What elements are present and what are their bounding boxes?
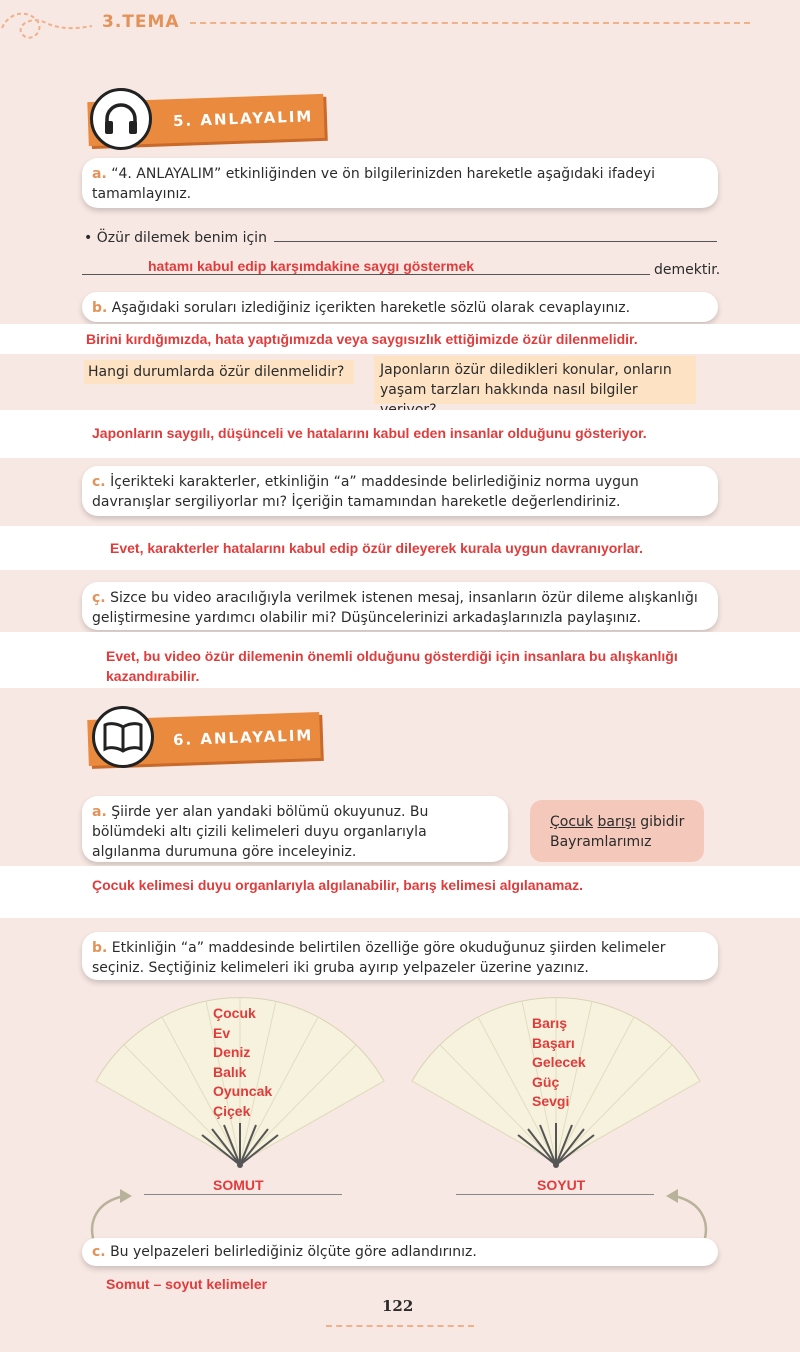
fan-word: Gelecek (532, 1054, 586, 1070)
fan-word: Ev (213, 1024, 231, 1041)
question-6b (82, 932, 718, 980)
question-text: “4. ANLAYALIM” etkinliğinden ve ön bilgilerinizden hareketle aşağıdaki ifadeyi tamamlayınız. (92, 166, 656, 202)
fan-word: Deniz (213, 1044, 251, 1060)
question-letter: a. (92, 804, 107, 820)
question-text: Aşağıdaki soruları izlediğiniz içerikten hareketle sözlü olarak cevaplayınız. (111, 300, 631, 316)
suffix-text: demektir. (654, 262, 721, 278)
answer-6c: Somut – soyut kelimeler (106, 1276, 268, 1292)
poem-line-2: Bayramlarımız (550, 834, 652, 850)
fan-label-line-right (456, 1194, 654, 1195)
poem-word-cocuk: Çocuk (550, 814, 594, 830)
poem-rest: gibidir (640, 814, 685, 830)
question-text: Şiirde yer alan yandaki bölümü okuyunuz. Bu bölümdeki altı çizili kelimeleri duyu organlarıyla algılanma durumuna göre inceleyiniz. (92, 804, 429, 860)
answer-5cc-line2: kazandırabilir. (106, 668, 200, 684)
question-text: Etkinliğin “a” maddesinde belirtilen özelliğe göre okuduğunuz şiirden kelimeler seçiniz. Seçtiğiniz kelimeleri iki gruba ayırıp yelpazeler üzerine yazınız. (92, 940, 666, 976)
bullet-prompt: • Özür dilemek benim için (84, 230, 267, 246)
question-text: Bu yelpazeleri belirlediğiniz ölçüte göre adlandırınız. (110, 1244, 477, 1260)
answer-5a: hatamı kabul edip karşımdakine saygı göstermek (148, 258, 475, 274)
fan-word: Sevgi (532, 1093, 570, 1109)
fan-word: Başarı (532, 1034, 575, 1051)
poem-word-baris: barışı (597, 814, 636, 830)
fill-line-2 (82, 274, 650, 275)
section6-title: 6. ANLAYALIM (172, 726, 314, 750)
footer-divider (326, 1325, 474, 1327)
poem-box (530, 800, 704, 862)
question-text: İçerikteki karakterler, etkinliğin “a” maddesinde belirlediğiniz norma uygun davranışlar sergiliyorlar mı? İçeriğin tamamından hareketle değerlendiriniz. (92, 474, 639, 510)
page-number: 122 (382, 1297, 414, 1315)
section5-title: 5. ANLAYALIM (172, 107, 314, 131)
fan-right-words (532, 1014, 586, 1112)
poem-line-1 (550, 812, 704, 832)
answer-5b-1: Birini kırdığımızda, hata yaptığımızda veya saygısızlık ettiğimizde özür dilenmelidir. (86, 331, 638, 347)
question-6a (82, 796, 508, 862)
fan-label-left: SOMUT (213, 1177, 264, 1193)
question-letter: b. (92, 940, 108, 956)
question-6c (82, 1238, 718, 1266)
fan-left-words (213, 1004, 272, 1121)
fan-label-right: SOYUT (537, 1177, 586, 1193)
answer-6a: Çocuk kelimesi duyu organlarıyla algılanabilir, barış kelimesi algılanamaz. (92, 877, 583, 893)
open-book-icon (92, 706, 154, 768)
answer-5c: Evet, karakterler hatalarını kabul edip özür dileyerek kurala uygun davranıyorlar. (110, 540, 643, 556)
fan-word: Çiçek (213, 1102, 251, 1119)
headphones-icon (90, 88, 152, 150)
question-letter: c. (92, 1244, 106, 1260)
fill-line-1 (274, 241, 717, 242)
curved-arrow-right-icon (662, 1186, 714, 1246)
curved-arrow-left-icon (84, 1186, 136, 1246)
question-5cc (82, 582, 718, 630)
answer-5cc-line1: Evet, bu video özür dilemenin önemli olduğunu gösterdiği için insanlara bu alışkanlığı (106, 648, 678, 664)
question-box-1 (84, 360, 354, 384)
question-letter: ç. (92, 590, 106, 606)
fan-word: Barış (532, 1015, 568, 1031)
header-divider (190, 22, 750, 24)
theme-label: 3.TEMA (102, 12, 180, 32)
question-letter: b. (92, 300, 108, 316)
fan-word: Çocuk (213, 1005, 256, 1021)
question-box-2-line1: Japonların özür diledikleri konular, onların (380, 362, 672, 378)
fan-word: Balık (213, 1063, 247, 1080)
answer-5b-2: Japonların saygılı, düşünceli ve hatalarını kabul eden insanlar olduğunu gösteriyor. (92, 425, 647, 441)
question-box-2-line2: yaşam tarzları hakkında nasıl bilgiler (380, 382, 638, 398)
question-box-2 (374, 356, 696, 404)
question-letter: c. (92, 474, 106, 490)
question-5a (82, 158, 718, 208)
swirl-decoration-icon (0, 8, 95, 48)
question-box-1-text: Hangi durumlarda özür dilenmelidir? (88, 364, 345, 380)
question-5c (82, 466, 718, 516)
question-5b (82, 292, 718, 322)
question-letter: a. (92, 166, 107, 182)
fan-word: Güç (532, 1073, 560, 1090)
fan-label-line-left (144, 1194, 342, 1195)
fan-word: Oyuncak (213, 1083, 273, 1099)
question-text: Sizce bu video aracılığıyla verilmek istenen mesaj, insanların özür dileme alışkanlığı geliştirmesine yardımcı olabilir mi? Düşüncelerinizi arkadaşlarınızla paylaşınız. (92, 590, 698, 626)
